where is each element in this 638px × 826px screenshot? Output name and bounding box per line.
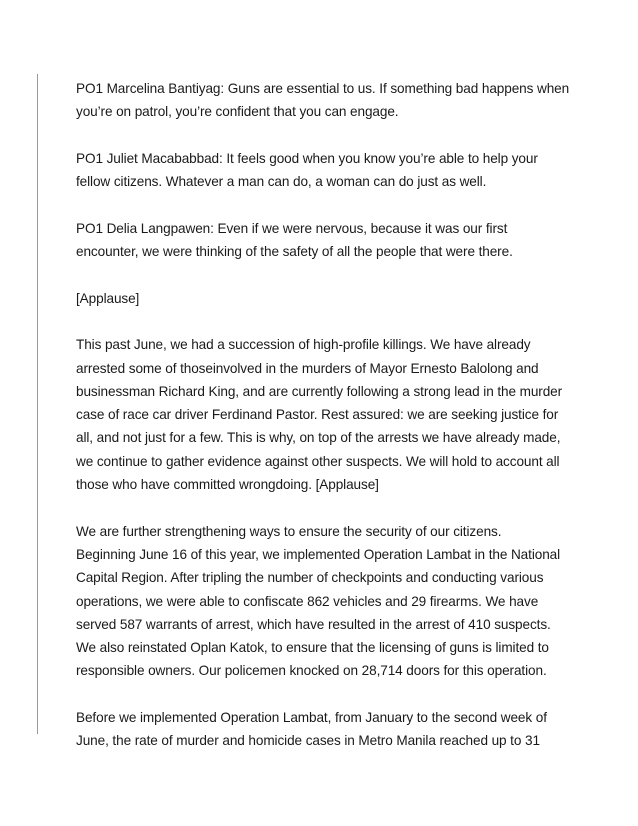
text-line: served 587 warrants of arrest, which have resulted in the arrest of 410 suspects. (76, 616, 551, 632)
text-line: PO1 Delia Langpawen: Even if we were nervous, because it was our first (76, 220, 508, 236)
text-line: [Applause] (76, 290, 140, 306)
text-line: arrested some of thoseinvolved in the murders of Mayor Ernesto Balolong and (76, 360, 539, 376)
text-line: We also reinstated Oplan Katok, to ensure that the licensing of guns is limited to (76, 640, 549, 656)
paragraph (76, 77, 568, 124)
text-line: Capital Region. After tripling the number of checkpoints and conducting various (76, 570, 544, 586)
paragraph (76, 333, 568, 496)
text-line: June, the rate of murder and homicide cases in Metro Manila reached up to 31 (76, 733, 540, 749)
text-line: fellow citizens. Whatever a man can do, a woman can do just as well. (76, 174, 487, 190)
paragraph (76, 520, 568, 683)
text-line: all, and not just for a few. This is why, on top of the arrests we have already made, (76, 430, 561, 446)
paragraph (76, 147, 568, 194)
paragraph (76, 217, 568, 264)
text-line: those who have committed wrongdoing. [Applause] (76, 477, 379, 493)
text-line: Beginning June 16 of this year, we implemented Operation Lambat in the National (76, 546, 561, 562)
text-line: We are further strengthening ways to ensure the security of our citizens. (76, 523, 502, 539)
text-line: operations, we were able to confiscate 862 vehicles and 29 firearms. We have (76, 593, 539, 609)
text-line: we continue to gather evidence against other suspects. We will hold to account all (76, 453, 560, 469)
text-line: PO1 Marcelina Bantiyag: Guns are essential to us. If something bad happens when (76, 81, 570, 96)
paragraph (76, 706, 568, 753)
text-line: responsible owners. Our policemen knocked on 28,714 doors for this operation. (76, 663, 547, 679)
margin-rule (37, 74, 38, 734)
text-line: This past June, we had a succession of high-profile killings. We have already (76, 337, 531, 353)
text-line: you’re on patrol, you’re confident that you can engage. (76, 104, 399, 120)
text-line: case of race car driver Ferdinand Pastor. Rest assured: we are seeking justice for (76, 407, 559, 423)
document-body (76, 77, 568, 776)
text-line: encounter, we were thinking of the safety of all the people that were there. (76, 244, 513, 260)
text-line: Before we implemented Operation Lambat, from January to the second week of (76, 710, 547, 726)
text-line: PO1 Juliet Macababbad: It feels good when you know you’re able to help your (76, 150, 538, 166)
paragraph (76, 287, 568, 310)
text-line: businessman Richard King, and are currently following a strong lead in the murder (76, 383, 563, 399)
